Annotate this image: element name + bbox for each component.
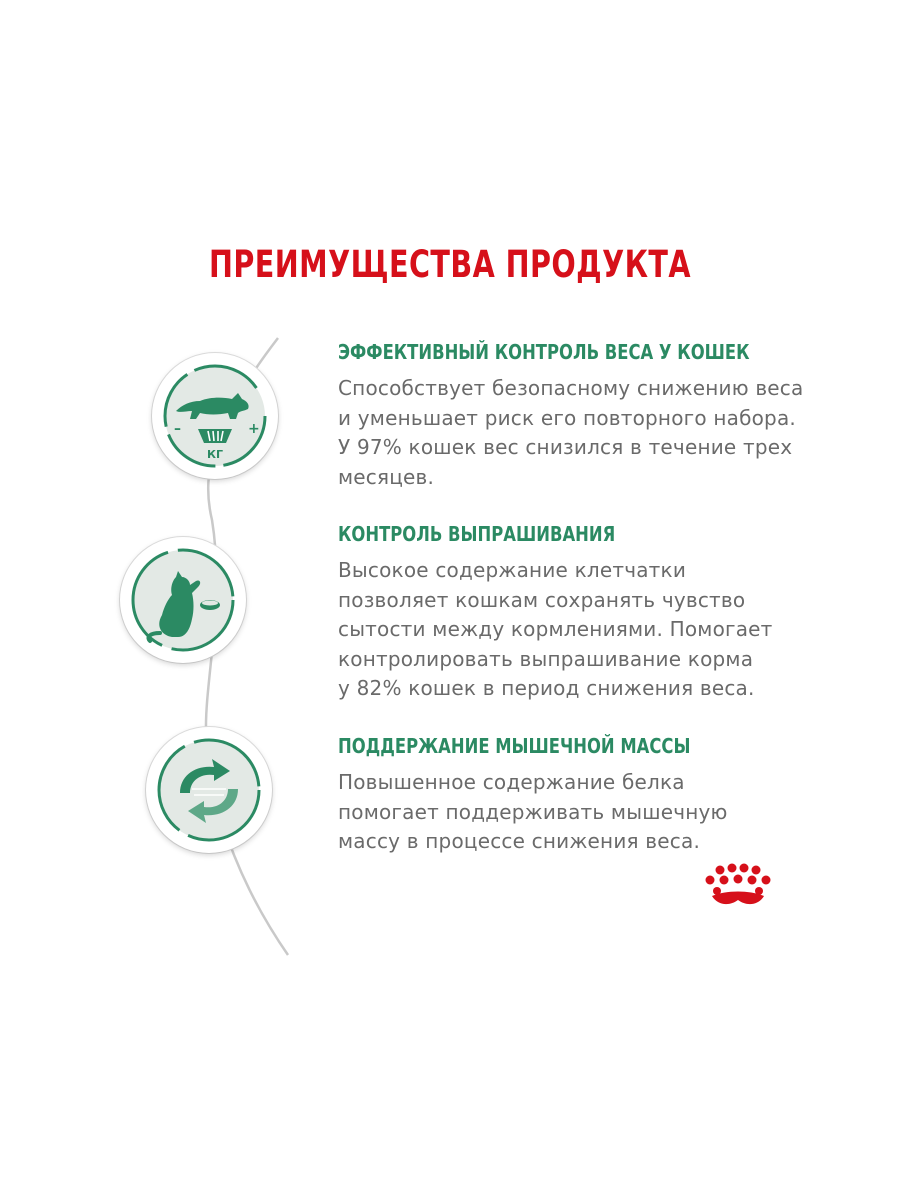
muscle-cycle-icon [146, 727, 272, 853]
feature-title: ПОДДЕРЖАНИЕ МЫШЕЧНОЙ МАССЫ [338, 734, 691, 758]
feature-muscle-mass [338, 734, 808, 857]
feature-text: Способствует безопасному снижению веса и уменьшает риск его повторного набора. У 97% кошек вес снизился в течение трех месяцев. [338, 376, 804, 489]
feature-text: Повышенное содержание белка помогает поддерживать мышечную массу в процессе снижения веса. [338, 770, 728, 853]
royal-canin-crown-icon [698, 862, 778, 910]
feature-text: Высокое содержание клетчатки позволяет кошкам сохранять чувство сытости между кормлениями. Помогает контролировать выпрашивание корма у 82% кошек в период снижения веса. [338, 558, 773, 700]
feature-begging-control [338, 522, 808, 704]
cat-weight-scale-icon [152, 353, 278, 479]
feature-title: ЭФФЕКТИВНЫЙ КОНТРОЛЬ ВЕСА У КОШЕК [338, 340, 750, 364]
feature-weight-control [338, 340, 808, 492]
kg-label: КГ [206, 448, 224, 461]
page-title: ПРЕИМУЩЕСТВА ПРОДУКТА [209, 243, 691, 286]
cat-begging-bowl-icon [120, 537, 246, 663]
svg-text:–: – [174, 421, 181, 437]
feature-title: КОНТРОЛЬ ВЫПРАШИВАНИЯ [338, 522, 616, 546]
svg-text:+: + [248, 421, 260, 437]
